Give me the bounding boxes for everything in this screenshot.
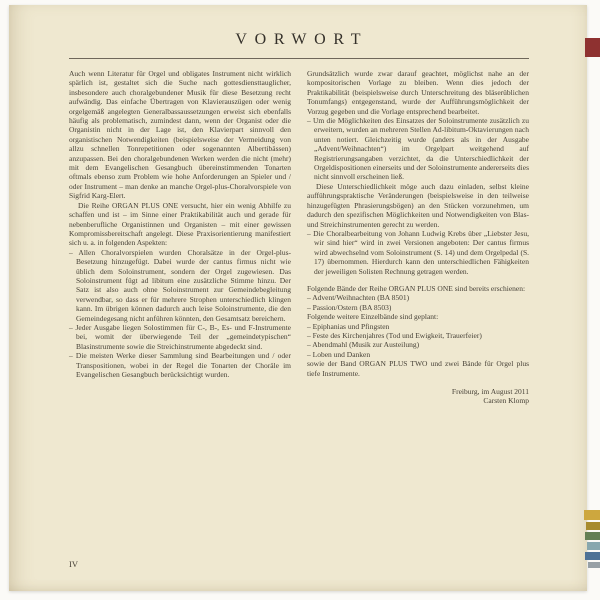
list-item-passion: – Passion/Ostern (BA 8503): [307, 302, 392, 312]
heading-geplant: Folgende weitere Einzelbände sind geplant:: [307, 312, 439, 322]
edge-strip-gold: [584, 510, 600, 520]
bullet-solostimmen: – Jeder Ausgabe liegen Solostimmen für C-, B-, Es- und F-Instrumente bei, womit der überwiegende Teil der „gemeindetypischen“ Blasinstrumente sowie die Streichinstrumente abgedeckt sind.: [69, 322, 291, 351]
bullet-oktavierungen: – Um die Möglichkeiten des Einsatzes der Soloinstrumente zusätzlich zu erweitern, wurden an mehreren Stellen Ad-libitum-Oktavierungen nach unten notiert. Gleichzeitig wurde (anders als in der Ausgabe „Advent/Weihnachten“) im Orgelpart weitgehend auf Registrierungsangaben verzichtet, da die Unterschiedlichkeit der Orgeldispositionen einerseits und der Soloinstrumente andererseits dies nicht sinnvoll erscheinen ließ.: [307, 116, 529, 182]
book-page: [9, 5, 587, 591]
paragraph-series-intro: Die Reihe ORGAN PLUS ONE versucht, hier ein wenig Abhilfe zu schaffen und ist – im Sinne einer Praktikabilität auch und gerade für nebenberufliche Organistinnen und Organisten – mit einer gewissen Kompromissbereitschaft angelegt. Diese Praxisorientierung manifestiert sich u. a. in folgenden Aspekten:: [69, 200, 291, 248]
bullet-bearbeitungen: – Die meisten Werke dieser Sammlung sind Bearbeitungen und / oder Transpositionen, wobei in der Regel die Tonarten der Choräle im Evangelischen Gesangbuch berücksichtigt wurden.: [69, 351, 291, 379]
bullet-choralsaetze: – Allen Choralvorspielen wurden Choralsätze in der Orgel-plus-Besetzung hinzugefügt. Dabei wurde der cantus firmus nicht wie üblich dem Soloinstrument, sondern der Orgel zugewiesen. Das Soloinstrument fügt ad libitum eine zusätzliche Stimme hinzu. Der Satz ist also auch ohne Soloinstrument zur Gemeindebegleitung verwendbar, so dass er für mehrere Strophen unterschiedlich klingen kann. Im übrigen können dadurch auch leise Soloinstrumente, die den Gemeindegesang nicht anführen könnten, den Gesamtsatz bereichern.: [69, 247, 291, 323]
signature-place-date: Freiburg, im August 2011: [451, 387, 529, 396]
signature-name: Carsten Klomp: [483, 396, 529, 406]
paragraph-unterschiedlichkeit: Diese Unterschiedlichkeit möge auch dazu einladen, selbst kleine aufführungspraktische Veränderungen (beispielsweise in den teilweise hinzugefügten Phrasierungsbögen) an den Stücken vorzunehmen, um dadurch den spezifischen Möglichkeiten und Notwendigkeiten von Blas- und Streichinstrumenten gerecht zu werden.: [307, 181, 529, 229]
paragraph-vorlage: Grundsätzlich wurde zwar darauf geachtet, möglichst nahe an der kompositorischen Vorlage zu bleiben. Wenn dies jedoch der Praktikabilität (beispielsweise durch Unterschreitung des bläserüblichen Tonumfangs) entgegenstand, wurde der Aufführungsmöglichkeit der Vorzug gegeben und die Vorlage entsprechend bearbeitet.: [307, 69, 529, 116]
edge-strip-blue: [585, 552, 600, 560]
foreword-content: [9, 59, 587, 406]
bullet-krebs: – Die Choralbearbeitung von Johann Ludwig Krebs über „Liebster Jesu, wir sind hier“ wird in zwei Versionen angeboten: Der cantus firmus wird abwechselnd vom Soloinstrument (S. 14) und dem Orgelpedal (S. 17) übernommen. Hierdurch kann den unterschiedlichen Fähigkeiten der jeweiligen Solisten Rechnung getragen werden.: [307, 228, 529, 276]
list-item-loben: – Loben und Danken: [307, 349, 371, 359]
edge-strip-gray: [588, 562, 600, 568]
signature-block: [307, 387, 529, 406]
red-bookmark-tab: [585, 38, 600, 57]
left-column: [69, 69, 291, 406]
right-column: [307, 69, 529, 406]
text-columns: [69, 69, 529, 406]
edge-strip-green: [585, 532, 600, 540]
page-edge-strips: [584, 510, 600, 568]
paragraph-intro: Auch wenn Literatur für Orgel und obligates Instrument nicht wirklich spärlich ist, gestaltet sich die Suche nach gottesdiensttauglicher, insbesondere auch choralgebundener Musik für diese Besetzung recht aufwändig. Das einfache Übertragen von Klavierauszügen oder wenig orgelgemäß angelegten Generalbassaussetzungen erweist sich ebenfalls häufig als problematisch, zumindest dann, wenn der Organist oder die Organistin nicht in der Lage ist, den Klavierpart sinnvoll den organistischen Notwendigkeiten (beispielsweise der Vermeidung von allzu schnellen Tonrepetitionen oder sogenannten Albertibässen) anzupassen. Bei den choralgebundenen Werken werden die nicht (mehr) mit dem Evangelischen Gesangbuch übereinstimmenden Tonarten oftmals ebenso zum Problem wie hohe Anforderungen an Spieler und / oder Instrument – man denke an manche Orgel-plus-Choralvorspiele von Sigfrid Karg-Elert.: [69, 69, 291, 201]
page-title: VORWORT: [235, 31, 369, 48]
edge-strip-olive: [586, 522, 600, 530]
paragraph-weitere-baende: sowie der Band ORGAN PLUS TWO und zwei Bände für Orgel plus tiefe Instrumente.: [307, 359, 529, 378]
page-number: IV: [69, 559, 78, 569]
edge-strip-lightblue: [587, 542, 600, 550]
heading-erschienen: Folgende Bände der Reihe ORGAN PLUS ONE sind bereits erschienen:: [307, 283, 526, 293]
list-item-abendmahl: – Abendmahl (Musik zur Austeilung): [307, 340, 420, 350]
list-item-epiphanias: – Epiphanias und Pfingsten: [307, 321, 390, 331]
list-item-kirchenjahr: – Feste des Kirchenjahres (Tod und Ewigkeit, Trauerfeier): [307, 330, 482, 340]
list-item-advent: – Advent/Weihnachten (BA 8501): [307, 293, 410, 303]
